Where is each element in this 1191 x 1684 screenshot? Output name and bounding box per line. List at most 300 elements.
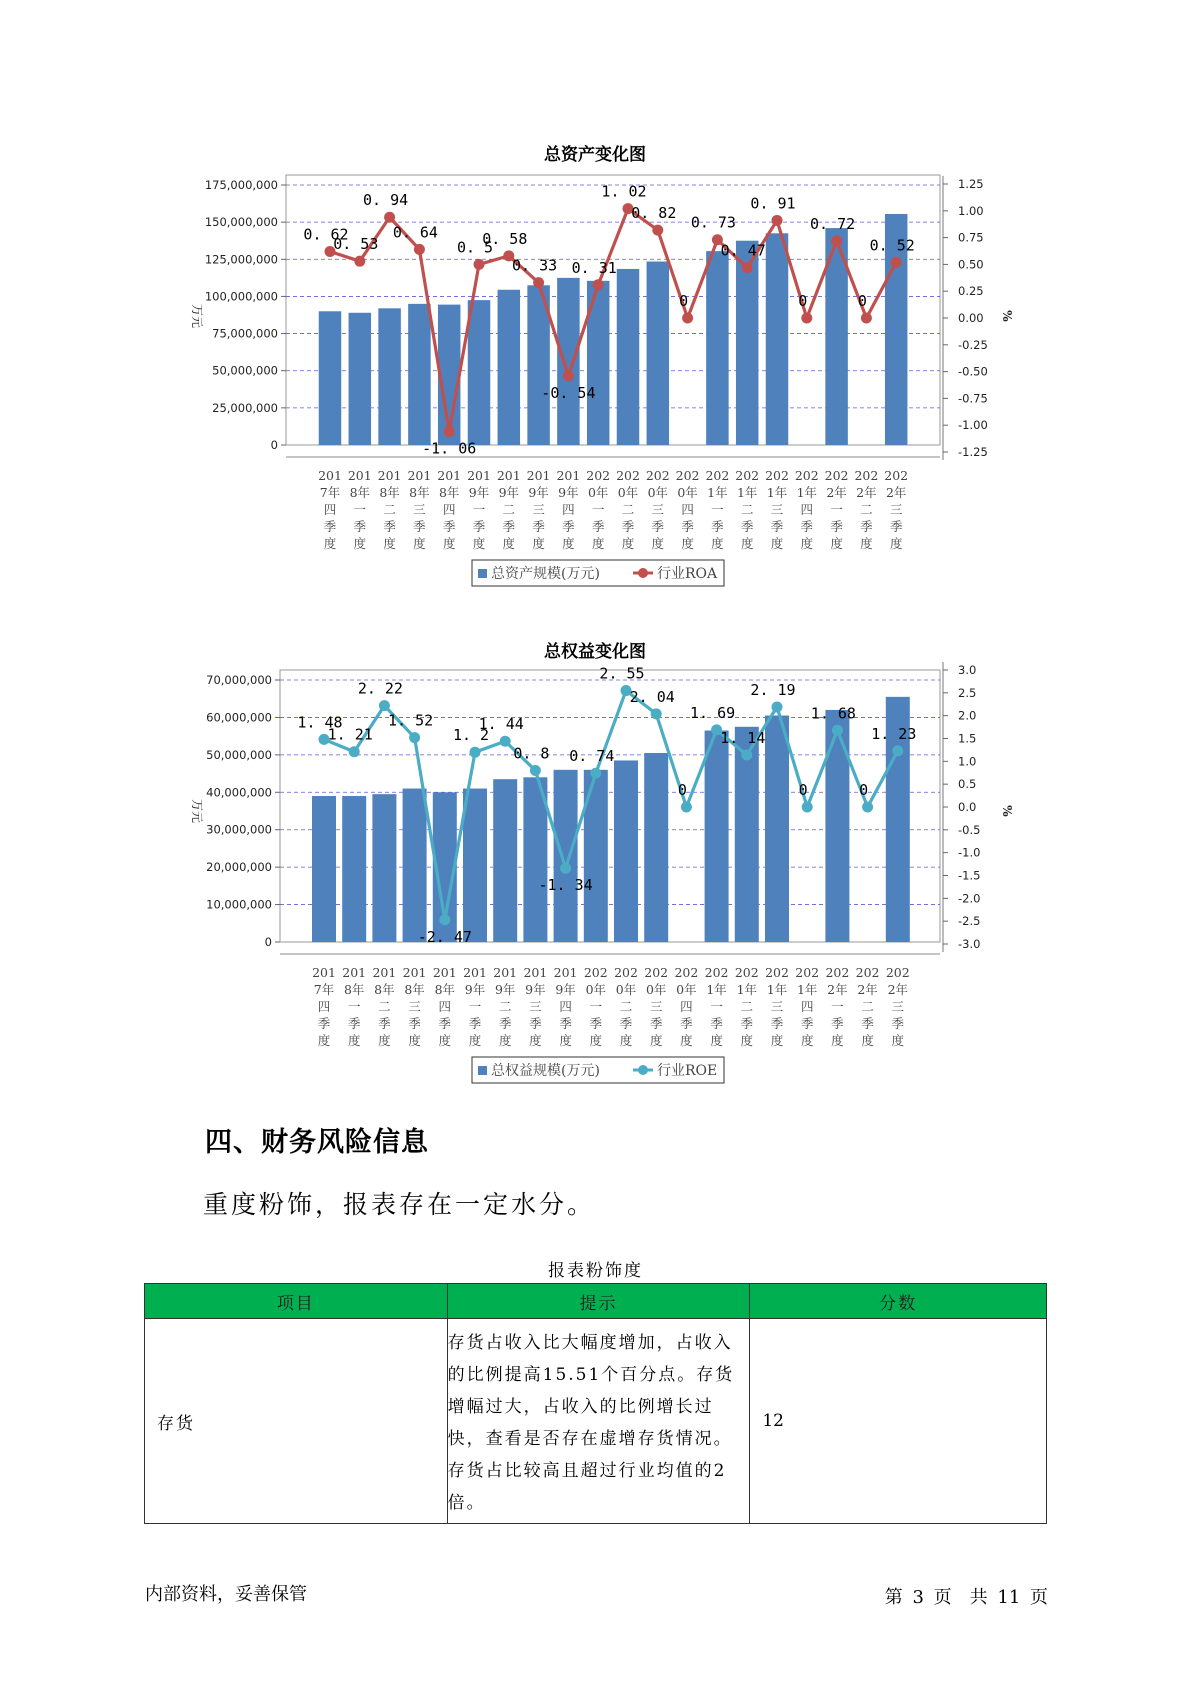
bar: [372, 794, 396, 942]
x-tick-part: 季: [559, 1016, 572, 1031]
x-tick-part: 三: [889, 502, 903, 517]
x-tick-part: 季: [740, 1016, 754, 1031]
bar: [378, 308, 401, 445]
x-tick-part: 202: [704, 965, 729, 980]
right-tick-label: 2.5: [958, 685, 977, 700]
x-tick-part: 度: [831, 1033, 844, 1048]
x-tick-part: 季: [800, 519, 814, 534]
x-tick-part: 三: [770, 999, 784, 1014]
x-tick-part: 9年: [464, 982, 486, 997]
x-tick-part: 2年: [826, 485, 847, 500]
x-tick-part: 度: [468, 1033, 482, 1048]
bar: [493, 779, 517, 942]
x-tick-part: 202: [735, 468, 760, 483]
left-tick-label: 125,000,000: [204, 252, 278, 267]
line-point: [651, 708, 662, 719]
row-hint: 存货占收入比大幅度增加，占收入的比例提高15.51个百分点。存货增幅过大，占收入的比例增长过快，查看是否存在虚增存货情况。存货占比较高且超过行业均值的2倍。: [447, 1319, 750, 1524]
x-tick-part: 202: [614, 965, 638, 980]
x-tick-part: 三: [770, 502, 784, 517]
y-left-unit: 万元: [190, 303, 204, 329]
x-tick-part: 201: [467, 468, 491, 483]
left-tick-label: 0: [270, 438, 278, 452]
line-point: [444, 426, 455, 437]
x-tick-part: 四: [438, 999, 452, 1014]
x-tick-part: 1年: [736, 485, 758, 500]
x-tick-part: 季: [770, 1016, 784, 1031]
x-tick-part: 8年: [409, 485, 430, 500]
x-tick-label: [705, 965, 729, 1048]
x-tick-part: 季: [317, 1016, 331, 1031]
x-tick-part: 202: [734, 965, 759, 980]
right-tick-label: 1.5: [958, 731, 977, 746]
x-tick-part: 202: [855, 965, 880, 980]
x-tick-part: 季: [681, 519, 694, 534]
right-tick-label: 0.0: [958, 800, 977, 814]
x-tick-part: 季: [860, 519, 873, 534]
x-tick-part: 季: [800, 1016, 814, 1031]
legend-bar-label: 总资产规模(万元): [491, 566, 600, 582]
x-tick-part: 二: [740, 502, 754, 517]
x-tick-part: 季: [740, 519, 754, 534]
x-tick-part: 度: [649, 1033, 663, 1048]
x-tick-part: 度: [619, 1033, 633, 1048]
x-tick-part: 季: [347, 1016, 361, 1031]
right-tick-label: 3.0: [958, 663, 977, 677]
legend-line-label: 行业ROA: [657, 566, 718, 582]
x-tick-part: 二: [502, 502, 516, 517]
line-point: [801, 313, 812, 324]
x-tick-part: 一: [710, 999, 723, 1014]
x-tick-part: 8年: [404, 982, 425, 997]
data-label: 1. 68: [810, 704, 856, 723]
x-tick-label: [886, 965, 910, 1048]
x-tick-part: 201: [523, 965, 548, 980]
x-tick-part: 四: [681, 502, 694, 517]
data-label: 0: [859, 781, 869, 799]
x-tick-part: 季: [649, 1016, 663, 1031]
x-tick-label: [584, 965, 608, 1048]
line-point: [470, 747, 481, 758]
right-tick-label: 0.5: [958, 777, 977, 792]
x-tick-label: [493, 965, 517, 1048]
bar: [403, 789, 427, 942]
x-tick-part: 0年: [647, 485, 669, 500]
x-tick-part: 201: [377, 468, 402, 483]
data-label: 2. 55: [599, 664, 645, 683]
footer-confidential-note: 内部资料，妥善保管: [145, 1584, 307, 1605]
x-tick-part: 1年: [766, 982, 788, 997]
x-tick-part: 季: [619, 1016, 633, 1031]
chart-title: 总资产变化图: [544, 145, 646, 165]
left-tick-label: 50,000,000: [206, 747, 272, 762]
x-tick-label: [554, 965, 578, 1048]
x-tick-part: 度: [353, 536, 367, 551]
x-tick-part: 0年: [645, 982, 667, 997]
x-tick-part: 度: [621, 536, 635, 551]
line-point: [652, 225, 663, 236]
x-tick-part: 度: [347, 1033, 361, 1048]
x-tick-part: 二: [619, 999, 633, 1014]
x-tick-label: [735, 468, 759, 551]
x-tick-part: 9年: [558, 485, 579, 500]
x-tick-part: 度: [891, 1033, 905, 1048]
header-item: 项目: [145, 1284, 448, 1319]
x-tick-part: 四: [800, 999, 814, 1014]
bar: [705, 731, 729, 942]
x-tick-part: 二: [383, 502, 396, 517]
x-tick-part: 1年: [707, 485, 728, 500]
right-tick-label: 0.00: [958, 311, 984, 325]
x-tick-part: 9年: [525, 982, 546, 997]
x-tick-part: 202: [884, 468, 909, 483]
bar: [644, 753, 668, 942]
x-tick-part: 度: [529, 1033, 542, 1048]
x-tick-label: [795, 468, 819, 551]
left-tick-label: 10,000,000: [206, 897, 272, 912]
x-tick-part: 度: [770, 536, 784, 551]
line-point: [593, 279, 604, 290]
bar: [647, 262, 670, 445]
data-label: 1. 14: [720, 728, 766, 747]
right-tick-label: 2.0: [958, 708, 977, 723]
x-tick-part: 9年: [555, 982, 576, 997]
y-left-unit: 万元: [190, 798, 204, 824]
x-tick-part: 度: [770, 1033, 784, 1048]
x-tick-part: 2年: [857, 982, 878, 997]
x-tick-part: 度: [562, 536, 575, 551]
x-tick-part: 8年: [343, 982, 365, 997]
x-tick-part: 季: [383, 519, 396, 534]
x-tick-part: 季: [472, 519, 486, 534]
line-point: [681, 802, 692, 813]
x-tick-part: 度: [740, 536, 754, 551]
data-label: 1. 23: [871, 724, 917, 743]
x-tick-part: 度: [860, 536, 873, 551]
x-tick-part: 度: [383, 536, 396, 551]
x-tick-part: 度: [711, 536, 724, 551]
x-tick-part: 季: [529, 1016, 542, 1031]
total-equity-chart-svg: [0, 635, 1191, 1095]
x-tick-label: [765, 468, 789, 551]
table-row: [145, 1319, 1047, 1524]
x-tick-part: 一: [831, 999, 844, 1014]
left-tick-label: 75,000,000: [212, 326, 278, 341]
x-tick-part: 9年: [494, 982, 516, 997]
line-point: [409, 732, 420, 743]
x-tick-part: 度: [740, 1033, 754, 1048]
x-tick-part: 1年: [736, 982, 758, 997]
x-tick-part: 三: [529, 999, 542, 1014]
line-point: [802, 802, 813, 813]
data-label: 0. 82: [631, 204, 677, 223]
x-tick-part: 三: [651, 502, 665, 517]
x-tick-label: [856, 965, 880, 1048]
x-tick-part: 202: [705, 468, 730, 483]
x-tick-part: 201: [553, 965, 578, 980]
x-tick-part: 二: [861, 999, 874, 1014]
right-tick-label: 1.25: [958, 177, 984, 191]
x-tick-part: 一: [711, 502, 724, 517]
x-tick-part: 202: [795, 965, 820, 980]
data-label: -2. 47: [417, 927, 472, 946]
x-tick-label: [372, 965, 396, 1048]
x-tick-part: 季: [889, 519, 903, 534]
x-tick-part: 四: [323, 502, 337, 517]
data-label: 0. 33: [512, 256, 558, 275]
bar: [408, 304, 431, 445]
x-tick-part: 季: [680, 1016, 693, 1031]
right-tick-label: -2.5: [958, 914, 981, 929]
x-tick-label: [884, 468, 908, 551]
data-label: 0. 62: [303, 225, 349, 244]
x-tick-part: 度: [502, 536, 516, 551]
left-tick-label: 70,000,000: [206, 673, 272, 687]
x-tick-part: 一: [353, 502, 367, 517]
x-tick-part: 季: [621, 519, 635, 534]
data-label: 0: [798, 292, 808, 310]
x-tick-part: 202: [854, 468, 879, 483]
x-tick-label: [586, 468, 610, 551]
legend: [472, 1057, 724, 1083]
x-tick-part: 201: [372, 965, 397, 980]
x-tick-part: 1年: [796, 982, 818, 997]
line-point: [349, 746, 360, 757]
line-point: [474, 259, 485, 270]
line-point: [742, 262, 753, 273]
bar: [825, 710, 849, 942]
bar: [617, 269, 640, 445]
x-tick-part: 季: [408, 1016, 421, 1031]
x-tick-label: [312, 965, 336, 1048]
x-tick-part: 季: [502, 519, 516, 534]
x-tick-part: 四: [317, 999, 331, 1014]
x-tick-part: 2年: [827, 982, 848, 997]
right-tick-label: -3.0: [958, 937, 981, 951]
x-tick-part: 201: [347, 468, 372, 483]
x-tick-part: 0年: [677, 485, 698, 500]
data-label: 1. 02: [601, 182, 647, 201]
bar: [706, 251, 729, 445]
data-label: -1. 06: [422, 439, 477, 458]
x-tick-label: [378, 468, 402, 551]
x-tick-part: 201: [432, 965, 457, 980]
y-right-unit: %: [1000, 310, 1014, 322]
table-caption: 报表粉饰度: [548, 1261, 643, 1281]
data-label: 2. 22: [357, 679, 403, 698]
x-tick-label: [735, 965, 759, 1048]
left-tick-label: 175,000,000: [204, 178, 278, 192]
line-point: [354, 256, 365, 267]
x-tick-part: 度: [591, 536, 605, 551]
data-label: 0. 74: [569, 747, 615, 766]
data-label: 1. 21: [327, 725, 373, 744]
bar: [498, 290, 521, 445]
legend-line-marker: [638, 1065, 648, 1075]
x-tick-part: 季: [562, 519, 575, 534]
x-tick-label: [825, 468, 849, 551]
x-tick-part: 度: [889, 536, 903, 551]
left-tick-label: 150,000,000: [204, 215, 278, 230]
data-label: 0. 52: [869, 236, 915, 255]
x-tick-part: 一: [347, 999, 361, 1014]
left-tick-label: 40,000,000: [206, 785, 272, 800]
x-tick-part: 度: [559, 1033, 572, 1048]
x-tick-part: 0年: [585, 982, 607, 997]
x-tick-part: 度: [323, 536, 337, 551]
data-label: 0. 58: [482, 229, 528, 248]
x-tick-label: [676, 468, 700, 551]
x-tick-part: 季: [830, 519, 843, 534]
x-tick-label: [854, 468, 878, 551]
x-tick-part: 度: [442, 536, 456, 551]
x-tick-part: 度: [861, 1033, 874, 1048]
data-label: 0. 72: [810, 214, 856, 233]
x-tick-label: [403, 965, 427, 1048]
x-tick-part: 度: [800, 536, 814, 551]
x-tick-part: 季: [498, 1016, 512, 1031]
x-tick-part: 季: [891, 1016, 905, 1031]
x-tick-part: 三: [891, 999, 905, 1014]
x-tick-part: 8年: [438, 485, 460, 500]
left-tick-label: 100,000,000: [204, 289, 278, 304]
x-tick-label: [463, 965, 487, 1048]
x-tick-part: 8年: [374, 982, 395, 997]
x-tick-part: 二: [378, 999, 391, 1014]
x-tick-part: 1年: [796, 485, 818, 500]
x-tick-part: 1年: [706, 982, 727, 997]
line-point: [861, 313, 872, 324]
line-point: [560, 863, 571, 874]
x-tick-label: [674, 965, 698, 1048]
x-tick-part: 8年: [349, 485, 371, 500]
x-tick-part: 度: [710, 1033, 723, 1048]
line-point: [530, 765, 541, 776]
x-tick-part: 二: [621, 502, 635, 517]
bar: [463, 789, 487, 942]
line-point: [832, 725, 843, 736]
x-tick-label: [348, 468, 372, 551]
left-tick-label: 0: [264, 935, 272, 949]
x-tick-part: 季: [442, 519, 456, 534]
x-tick-part: 202: [675, 468, 700, 483]
x-tick-part: 度: [681, 536, 694, 551]
bar: [342, 796, 366, 942]
x-tick-part: 度: [830, 536, 843, 551]
bar: [319, 311, 342, 445]
x-tick-part: 9年: [498, 485, 520, 500]
x-tick-label: [407, 468, 431, 551]
right-tick-label: -1.0: [958, 845, 981, 860]
x-tick-part: 202: [825, 965, 850, 980]
data-label: 1. 69: [690, 703, 736, 722]
x-tick-part: 季: [438, 1016, 452, 1031]
legend-bar-swatch: [478, 569, 487, 578]
x-tick-part: 201: [437, 468, 462, 483]
x-tick-part: 季: [711, 519, 724, 534]
x-tick-part: 季: [468, 1016, 482, 1031]
x-tick-part: 二: [860, 502, 873, 517]
x-tick-part: 201: [318, 468, 342, 483]
data-label: -0. 54: [541, 383, 596, 402]
data-label: 0. 64: [392, 223, 438, 242]
data-label: 0. 8: [513, 744, 550, 763]
x-tick-part: 201: [312, 965, 336, 980]
right-tick-label: -1.25: [958, 445, 988, 459]
right-tick-label: -2.0: [958, 891, 981, 906]
total-assets-chart-svg: [0, 135, 1191, 595]
x-tick-part: 201: [556, 468, 581, 483]
x-tick-part: 一: [468, 999, 482, 1014]
x-tick-part: 8年: [379, 485, 400, 500]
legend-bar-swatch: [478, 1066, 487, 1075]
line-point: [384, 212, 395, 223]
x-tick-part: 四: [442, 502, 456, 517]
x-tick-part: 202: [794, 468, 819, 483]
x-tick-label: [644, 965, 668, 1048]
x-tick-part: 度: [472, 536, 486, 551]
y-right-unit: %: [1000, 805, 1014, 817]
line-point: [379, 700, 390, 711]
left-tick-label: 30,000,000: [206, 822, 272, 837]
section-heading: 四、财务风险信息: [205, 1127, 429, 1158]
x-tick-label: [614, 965, 638, 1048]
x-tick-label: [527, 468, 551, 551]
row-item: 存货: [145, 1319, 448, 1524]
x-tick-part: 201: [402, 965, 427, 980]
x-tick-part: 201: [342, 965, 367, 980]
right-tick-label: 0.25: [958, 284, 984, 299]
data-label: 0. 47: [720, 241, 766, 260]
right-tick-label: -0.25: [958, 337, 988, 352]
x-tick-part: 202: [586, 468, 611, 483]
x-tick-part: 季: [651, 519, 665, 534]
x-tick-part: 季: [591, 519, 605, 534]
x-tick-part: 2年: [887, 982, 909, 997]
x-tick-part: 季: [831, 1016, 844, 1031]
line-point: [500, 736, 511, 747]
total-equity-chart: [0, 635, 1191, 1095]
data-label: 0. 5: [456, 238, 494, 257]
data-label: 0: [798, 781, 808, 799]
data-label: 0. 53: [333, 235, 379, 254]
x-tick-part: 202: [824, 468, 849, 483]
x-tick-part: 一: [591, 502, 605, 517]
x-tick-part: 二: [498, 999, 512, 1014]
x-tick-part: 度: [589, 1033, 603, 1048]
x-tick-label: [318, 468, 342, 551]
x-tick-part: 季: [353, 519, 367, 534]
x-tick-part: 202: [583, 965, 608, 980]
bar: [312, 796, 336, 942]
right-tick-label: 1.0: [958, 754, 977, 769]
x-tick-label: [497, 468, 521, 551]
x-tick-part: 季: [861, 1016, 874, 1031]
data-label: 0: [677, 781, 687, 799]
x-tick-part: 8年: [434, 982, 456, 997]
x-tick-part: 201: [407, 468, 432, 483]
legend-bar-label: 总权益规模(万元): [491, 1063, 600, 1079]
x-tick-part: 四: [800, 502, 814, 517]
x-tick-label: [467, 468, 491, 551]
right-tick-label: 1.00: [958, 203, 984, 218]
x-tick-part: 三: [649, 999, 663, 1014]
x-tick-part: 度: [378, 1033, 391, 1048]
footer-page-number: 第 3 页 共 11 页: [884, 1587, 1048, 1608]
line-point: [831, 235, 842, 246]
data-label: 0. 91: [750, 194, 796, 213]
x-tick-part: 三: [413, 502, 426, 517]
x-tick-part: 度: [408, 1033, 421, 1048]
